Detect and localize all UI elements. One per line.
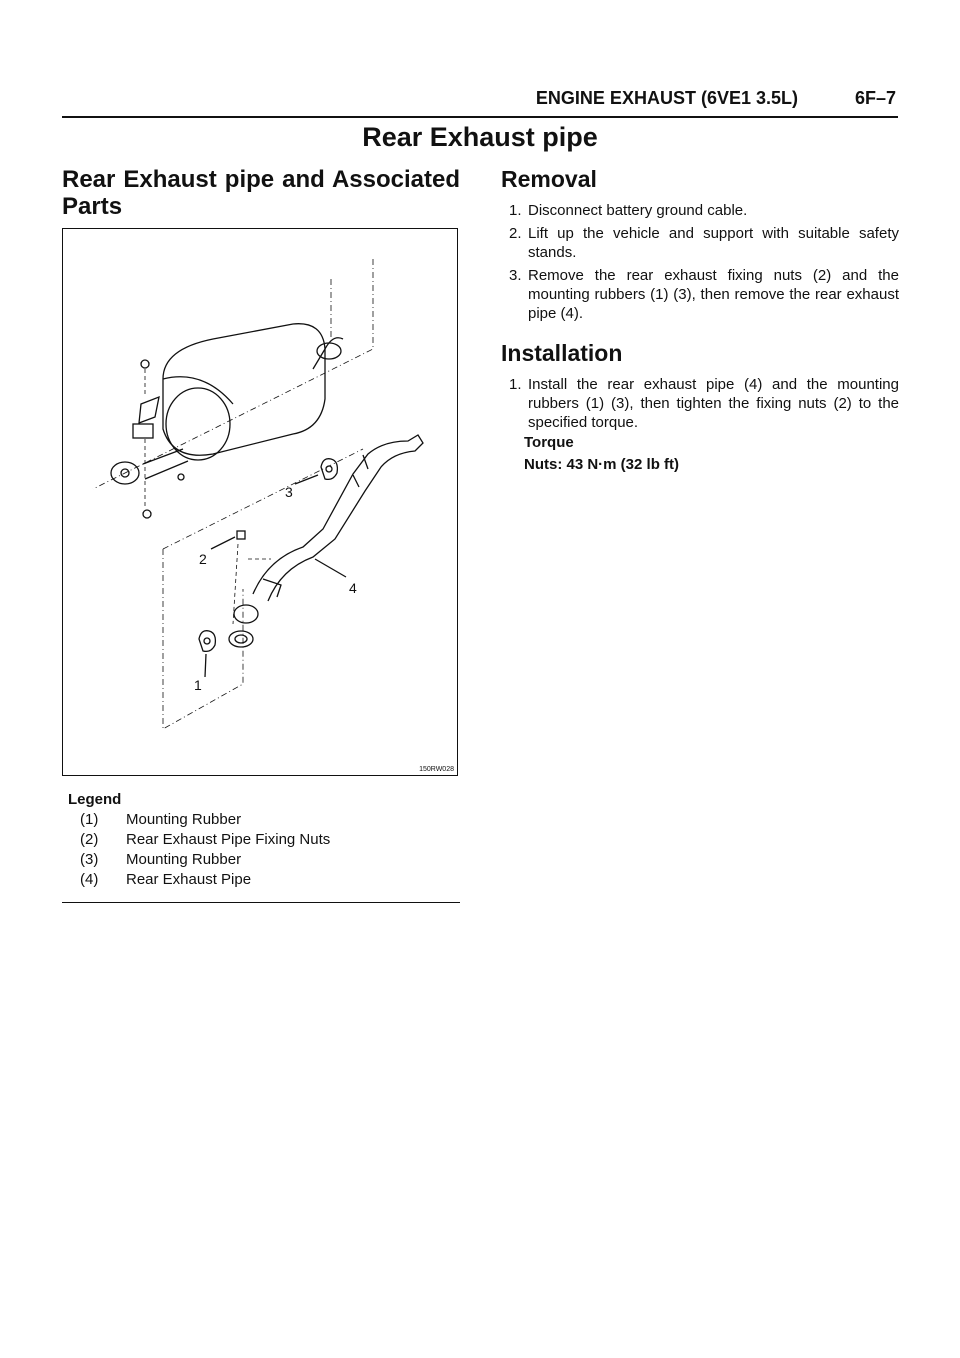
header-page-number: 6F–7 xyxy=(854,88,896,108)
callout-4: 4 xyxy=(349,580,357,596)
torque-value: Nuts: 43 N·m (32 lb ft) xyxy=(524,456,680,473)
legend-title: Legend xyxy=(68,791,122,808)
removal-step: 1. Disconnect battery ground cable. xyxy=(509,202,748,219)
torque-label: Torque xyxy=(524,434,574,451)
removal-steps xyxy=(509,201,899,327)
callout-2: 2 xyxy=(199,551,207,567)
mounting-rubber-3 xyxy=(321,459,337,480)
removal-step: 2. Lift up the vehicle and support with suitable safety stands. xyxy=(509,225,899,261)
legend-divider xyxy=(62,902,460,903)
exhaust-diagram xyxy=(62,228,458,776)
installation-step: 1. Install the rear exhaust pipe (4) and the mounting rubbers (1) (3), then tighten the fixing nuts (2) to the specified torque. xyxy=(509,376,899,431)
installation-heading: Installation xyxy=(501,340,623,366)
exhaust-drawing xyxy=(63,229,457,775)
callout-1: 1 xyxy=(194,677,202,693)
header-section: ENGINE EXHAUST (6VE1 3.5L) xyxy=(535,88,798,108)
mounting-rubber-1 xyxy=(199,631,215,652)
legend xyxy=(68,790,330,890)
figure-code: 150RW028 xyxy=(419,766,454,773)
page-header xyxy=(62,88,898,118)
installation-steps xyxy=(509,375,899,436)
page-title: Rear Exhaust pipe xyxy=(362,122,598,152)
removal-heading: Removal xyxy=(501,166,597,192)
legend-item: (3) Mounting Rubber xyxy=(80,851,242,868)
legend-item: (4) Rear Exhaust Pipe xyxy=(80,871,252,888)
removal-step: 3. Remove the rear exhaust fixing nuts (2) and the mounting rubbers (1) (3), then remove the rear exhaust pipe (4). xyxy=(509,267,899,322)
callout-3: 3 xyxy=(285,484,293,500)
figure-heading: Rear Exhaust pipe and Associated Parts xyxy=(62,166,460,220)
legend-item: (1) Mounting Rubber xyxy=(80,811,242,828)
rear-exhaust-pipe xyxy=(253,435,423,601)
legend-item: (2) Rear Exhaust Pipe Fixing Nuts xyxy=(80,831,331,848)
